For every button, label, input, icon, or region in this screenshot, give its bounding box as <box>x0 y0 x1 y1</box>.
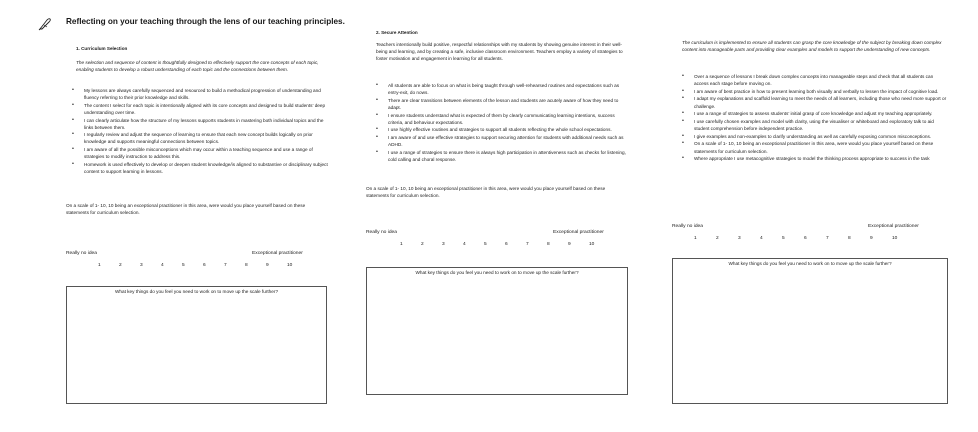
section-intro: The curriculum is implemented to ensure all students can grasp the core knowledge of the subject by breaking down complex content into manageable parts and providing clear examples and models to support the understanding of new concepts. <box>682 40 942 53</box>
scale-option-10[interactable]: 10 <box>589 242 595 247</box>
statement-item: • All students are able to focus on what is being taught through well-rehearsed routines and expectations such as entry-exit, do nows. <box>370 82 628 96</box>
scale-question: On a scale of 1- 10, 10 being an exceptional practitioner in this area, were would you place yourself based on these statements for curriculum selection. <box>366 186 606 199</box>
scale-high-label: Exceptional practitioner <box>553 230 604 235</box>
answer-box-prompt: What key things do you feel you need to work on to move up the scale further? <box>728 261 892 266</box>
scale-option-8[interactable]: 8 <box>848 236 851 241</box>
scale-option-9[interactable]: 9 <box>568 242 571 247</box>
statement-item: • Where appropriate I use metacognitive strategies to model the thinking process appropriate to success in the task <box>676 155 948 162</box>
scale-option-7[interactable]: 7 <box>526 242 529 247</box>
scale-option-4[interactable]: 4 <box>760 236 763 241</box>
statement-item: • I use highly effective routines and strategies to support all students reflecting the whole school expectations. <box>370 126 628 133</box>
statement-item: • I use carefully chosen examples and model with clarity, using the visualiser or whiteboard and exploratory talk to aid student comprehension before independent practice. <box>676 118 948 132</box>
scale-option-3[interactable]: 3 <box>140 263 143 268</box>
quill-pen-icon <box>38 17 52 31</box>
section-heading: 2. Secure Attention <box>376 30 418 35</box>
statement-item: • On a scale of 1- 10, 10 being an exceptional practitioner in this area, were would you place yourself based on these statements for curriculum selection. <box>676 140 948 154</box>
statement-item: • I can clearly articulate how the structure of my lessons supports students in mastering both individual topics and the links between them. <box>66 117 328 131</box>
scale-option-6[interactable]: 6 <box>203 263 206 268</box>
scale-option-5[interactable]: 5 <box>782 236 785 241</box>
statement-item: • I use a range of strategies to ensure there is always high participation in attentiveness such as checks for listening, cold calling and choral response. <box>370 149 628 163</box>
scale-option-2[interactable]: 2 <box>716 236 719 241</box>
scale-option-6[interactable]: 6 <box>505 242 508 247</box>
rating-scale <box>694 236 914 241</box>
statement-item: • I use a range of strategies to assess students’ initial grasp of core knowledge and adjust my teaching appropriately. <box>676 110 948 117</box>
statement-item: • I am aware of all the possible misconceptions which may occur within a teaching sequence and use a range of strategies to modify instruction to address this. <box>66 146 328 160</box>
reflection-textarea[interactable] <box>371 278 623 390</box>
scale-option-5[interactable]: 5 <box>182 263 185 268</box>
scale-option-5[interactable]: 5 <box>484 242 487 247</box>
scale-option-3[interactable]: 3 <box>738 236 741 241</box>
statement-item: • I am aware of and use effective strategies to support securing attention for students with additional needs such as ADHD. <box>370 134 628 148</box>
rating-scale <box>400 242 610 247</box>
scale-option-8[interactable]: 8 <box>245 263 248 268</box>
scale-question: On a scale of 1- 10, 10 being an exceptional practitioner in this area, were would you place yourself based on these statements for curriculum selection. <box>66 203 306 216</box>
statement-item: • I adapt my explanations and scaffold learning to meet the needs of all learners, including those who need more support or challenge. <box>676 95 948 109</box>
section-intro: The selection and sequence of content is thoughtfully designed to effectively support the core concepts of each topic, enabling students to develop a robust understanding of each topic and the connections between them. <box>76 60 319 73</box>
statement-list <box>370 82 628 164</box>
section-heading: 1. Curriculum Selection <box>76 46 128 51</box>
scale-high-label: Exceptional practitioner <box>868 224 919 229</box>
statement-item: • My lessons are always carefully sequenced and resourced to build a methodical progression of understanding and fluency referring to their prior knowledge and skills. <box>66 87 328 101</box>
scale-option-1[interactable]: 1 <box>98 263 101 268</box>
scale-option-1[interactable]: 1 <box>694 236 697 241</box>
scale-option-3[interactable]: 3 <box>442 242 445 247</box>
reflection-answer-box[interactable] <box>366 267 628 395</box>
scale-option-9[interactable]: 9 <box>870 236 873 241</box>
statement-list <box>66 87 328 176</box>
reflection-textarea[interactable] <box>677 269 943 399</box>
statement-item: • I regularly review and adjust the sequence of learning to ensure that each new concept builds logically on prior knowledge and supports meaningful connections between topics. <box>66 131 328 145</box>
scale-low-label: Really no idea <box>366 230 397 235</box>
statement-item: • I ensure students understand what is expected of them by clearly communicating learning intentions, success criteria, and behaviour expectations. <box>370 112 628 126</box>
statement-item: • I am aware of best practice in how to present learning both visually and verbally to lessen the impact of cognitive load. <box>676 88 948 95</box>
scale-option-7[interactable]: 7 <box>826 236 829 241</box>
statement-item: • There are clear transitions between elements of the lesson and students are acutely aware of how they need to adapt. <box>370 97 628 111</box>
reflection-textarea[interactable] <box>71 297 322 399</box>
scale-option-4[interactable]: 4 <box>161 263 164 268</box>
scale-option-10[interactable]: 10 <box>892 236 898 241</box>
scale-option-7[interactable]: 7 <box>224 263 227 268</box>
scale-option-9[interactable]: 9 <box>266 263 269 268</box>
statement-list <box>676 73 948 163</box>
rating-scale <box>98 263 308 268</box>
statement-item: • The content I select for each topic is intentionally aligned with its core concepts and designed to build students’ deep understanding over time. <box>66 102 328 116</box>
page-title: Reflecting on your teaching through the lens of our teaching principles. <box>66 17 345 26</box>
scale-low-label: Really no idea <box>672 224 703 229</box>
scale-option-10[interactable]: 10 <box>287 263 293 268</box>
scale-option-1[interactable]: 1 <box>400 242 403 247</box>
scale-option-2[interactable]: 2 <box>119 263 122 268</box>
scale-high-label: Exceptional practitioner <box>252 251 303 256</box>
scale-option-6[interactable]: 6 <box>804 236 807 241</box>
answer-box-prompt: What key things do you feel you need to work on to move up the scale further? <box>114 289 279 294</box>
statement-item: • Homework is used effectively to develop or deepen student knowledge/is aligned to substantive or disciplinary subject content to support learning in lessons. <box>66 161 328 175</box>
answer-box-prompt: What key things do you feel you need to work on to move up the scale further? <box>415 270 579 275</box>
statement-item: • Over a sequence of lessons I break down complex concepts into manageable steps and check that all students can access each stage before moving on. <box>676 73 948 87</box>
scale-low-label: Really no idea <box>66 251 97 256</box>
section-intro: Teachers intentionally build positive, respectful relationships with my students by showing genuine interest in their well-being and learning, and by creating a safe, inclusive classroom environment. Teachers employ a variety of strategies to foster motivation and engagement in learning for all students. <box>376 42 623 62</box>
scale-option-8[interactable]: 8 <box>547 242 550 247</box>
scale-option-4[interactable]: 4 <box>463 242 466 247</box>
reflection-answer-box[interactable] <box>66 286 327 404</box>
reflection-answer-box[interactable] <box>672 258 948 404</box>
scale-option-2[interactable]: 2 <box>421 242 424 247</box>
statement-item: • I give examples and non-examples to clarify understanding as well as carefully exposing common misconceptions. <box>676 133 948 140</box>
